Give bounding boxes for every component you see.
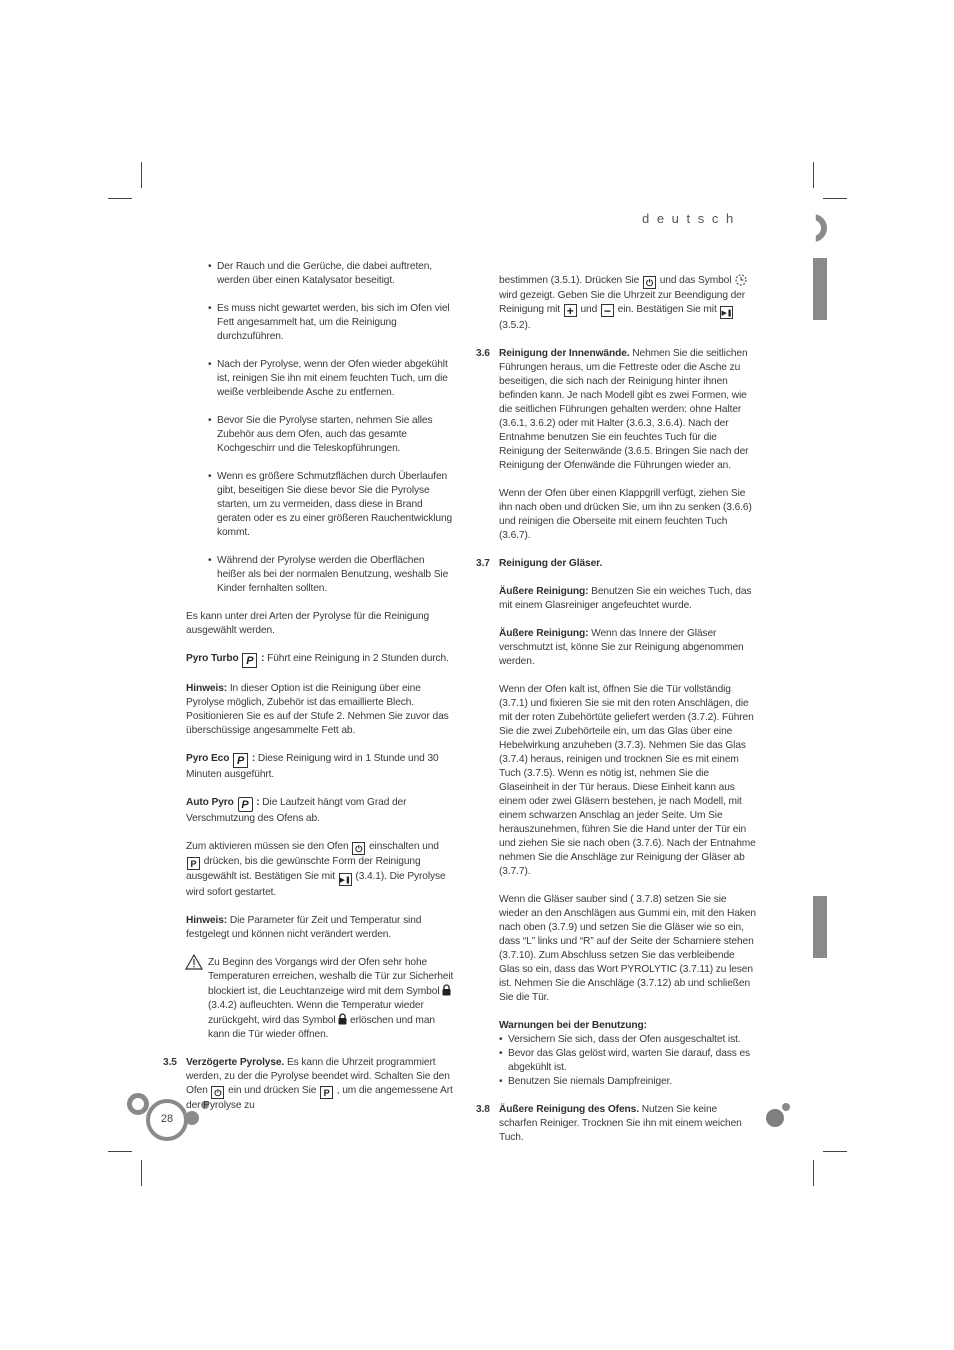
section-title: Reinigung der Gläser.: [499, 558, 603, 569]
section-number: 3.5: [163, 1057, 177, 1068]
lock-icon: [338, 1013, 347, 1025]
list-item: • Es muss nicht gewartet werden, bis sich im Ofen viel Fett angesammelt hat, um die Reinigung durchzuführen.: [208, 302, 454, 344]
bullet-list: [208, 260, 454, 596]
crop-mark: [823, 198, 847, 199]
inner-cleaning-paragraph: [499, 627, 757, 669]
pyro-turbo-label: Pyro Turbo: [186, 653, 239, 664]
pyro-eco-text: Diese Reinigung wird in 1 Stunde und 30 Minuten ausgeführt.: [186, 753, 439, 780]
section-3-5: [163, 1056, 454, 1113]
auto-pyro-text: Die Laufzeit hängt vom Grad der Verschmutzung des Ofens ab.: [186, 797, 407, 824]
section-text: ein und drücken Sie: [228, 1085, 317, 1096]
activate-text: Zum aktivieren müssen sie den Ofen: [186, 841, 349, 852]
pyro-turbo-paragraph: [186, 652, 454, 668]
list-item: • Bevor das Glas gelöst wird, warten Sie darauf, dass es abgekühlt ist.: [499, 1047, 757, 1075]
section-3-7: [476, 557, 757, 571]
separator: :: [261, 653, 265, 664]
section-text: Nehmen Sie die seitlichen Führungen heraus, um die Fettreste oder die Asche zu beseitigen, die sich nach der Reinigung hinter ihnen befinden kann. Je nach Modell gibt es zwei Formen, wie die seitlichen Führungen gehalten werden: ohne Halter (3.6.1, 3.6.2) oder mit Halter (3.6.3, 3.6.4). Nach der Entnahme benutzen Sie ein feuchtes Tuch für die Reinigung der Seitenwände (3.6.5. Bringen Sie nach der Reinigung der Ofenwände die Führungen wieder an.: [499, 348, 749, 471]
auto-pyro-paragraph: [186, 796, 454, 826]
page-number: 28: [160, 1113, 174, 1125]
decorative-circle: [127, 1093, 149, 1115]
crop-mark: [141, 1160, 142, 1186]
pyro-turbo-icon: P: [242, 653, 257, 668]
section-text: Nutzen Sie keine scharfen Reiniger. Trocknen Sie ihn mit einem weichen Tuch.: [499, 1104, 742, 1143]
plus-icon: +: [564, 304, 577, 317]
list-item: • Während der Pyrolyse werden die Oberflächen heißer als bei der normalen Benutzung, weshalb Sie Kinder fernhalten sollten.: [208, 554, 454, 596]
decorative-dot: [766, 1109, 784, 1127]
right-column: [476, 273, 757, 1159]
continuation-text: und das Symbol: [659, 275, 732, 286]
hinweis-paragraph: [186, 682, 454, 738]
auto-pyro-icon: P: [238, 797, 253, 812]
crop-mark: [813, 1160, 814, 1186]
section-tab: [813, 258, 827, 320]
outer-cleaning-paragraph: [499, 585, 757, 613]
section-3-6-paragraph: Wenn der Ofen über einen Klappgrill verfügt, ziehen Sie ihn nach oben und drücken Sie, um ihn zu senken (3.6.6) und reinigen die Oberseite mit einem feuchten Tuch (3.6.7).: [499, 488, 752, 541]
list-item: • Wenn es größere Schmutzflächen durch Überlaufen gibt, beseitigen Sie diese bevor Sie die Pyrolyse starten, um zu vermeiden, dass diese in Brand geraten oder es zu einer größeren Rauchentwicklung kommt.: [208, 470, 454, 540]
warning-text: erlöschen und man kann die Tür wieder öffnen.: [208, 1015, 435, 1040]
warnings-title: Warnungen bei der Benutzung:: [499, 1020, 647, 1031]
list-item: • Der Rauch und die Gerüche, die dabei auftreten, werden über einen Katalysator beseitigt.: [208, 260, 454, 288]
decorative-circle: [799, 214, 827, 242]
minus-icon: −: [601, 304, 614, 317]
inner-cleaning-label: Äußere Reinigung:: [499, 628, 589, 639]
pyro-eco-label: Pyro Eco: [186, 753, 230, 764]
activate-text: drücken, bis die gewünschte Form der Reinigung ausgewählt ist. Bestätigen Sie mit: [186, 856, 421, 882]
crop-mark: [813, 162, 814, 188]
section-title: Reinigung der Innenwände.: [499, 348, 630, 359]
list-item: • Benutzen Sie niemals Dampfreiniger.: [499, 1075, 757, 1089]
warning-triangle-icon: [185, 954, 203, 970]
power-icon: ⏻: [643, 276, 656, 289]
hinweis-paragraph: [186, 914, 454, 942]
continuation-paragraph: [499, 273, 757, 333]
hinweis-text: In dieser Option ist die Reinigung über eine Pyrolyse möglich, Zubehör ist das emaillierte Blech. Positionieren Sie es auf der Stufe 2. Nehmen Sie zuvor das überschüssige angesammelte Fett ab.: [186, 683, 449, 736]
outer-cleaning-text: Benutzen Sie ein weiches Tuch, das mit einem Glasreiniger angefeuchtet wurde.: [499, 586, 752, 611]
play-pause-icon: ▶❚: [720, 306, 733, 319]
crop-mark: [108, 198, 132, 199]
warnings-block: [499, 1019, 757, 1089]
pyro-eco-paragraph: [186, 752, 454, 782]
language-label: d e u t s c h: [642, 211, 736, 226]
list-item: • Bevor Sie die Pyrolyse starten, nehmen Sie alles Zubehör aus dem Ofen, auch das gesamte Kochgeschirr und die Teleskopführungen.: [208, 414, 454, 456]
pyro-eco-icon: P: [233, 753, 248, 768]
continuation-text: und: [580, 304, 598, 315]
pyro-button-icon: P: [187, 857, 200, 870]
crop-mark: [141, 162, 142, 188]
pyro-turbo-text: Führt eine Reinigung in 2 Stunden durch.: [267, 653, 449, 664]
continuation-text: bestimmen (3.5.1). Drücken Sie: [499, 275, 640, 286]
section-number: 3.8: [476, 1104, 490, 1115]
hinweis-text: Die Parameter für Zeit und Temperatur sind festgelegt und können nicht verändert werden.: [186, 915, 422, 940]
hinweis-label: Hinweis:: [186, 683, 228, 694]
section-tab: [813, 896, 827, 958]
inner-cleaning-text: Wenn das Innere der Gläser verschmutzt ist, könne Sie zur Reinigung abgenommen werden.: [499, 628, 744, 667]
warning-text: (3.4.2) aufleuchten. Wenn die Temperatur wieder zurückgeht, wird das Symbol: [208, 1000, 424, 1026]
continuation-text: ein. Bestätigen Sie mit: [617, 304, 717, 315]
activate-paragraph: [186, 840, 454, 900]
activate-text: einschalten und: [368, 841, 439, 852]
section-number: 3.6: [476, 348, 490, 359]
continuation-text: (3.5.2).: [499, 320, 531, 331]
continuation-text: wird gezeigt. Geben Sie die Uhrzeit zur Beendigung der Reinigung mit: [499, 290, 746, 315]
section-3-8: [476, 1103, 757, 1145]
outer-cleaning-label: Äußere Reinigung:: [499, 586, 589, 597]
timer-icon: [734, 273, 748, 286]
crop-mark: [823, 1151, 847, 1152]
hinweis-label: Hinweis:: [186, 915, 228, 926]
warning-text: Zu Beginn des Vorgangs wird der Ofen sehr hohe Temperaturen erreichen, weshalb die Tür zur Sicherheit blockiert ist, die Leuchtanzeige wird mit dem Symbol: [208, 957, 454, 997]
section-text: , um die angemessene Art der Pyrolyse zu: [186, 1085, 453, 1111]
separator: :: [256, 797, 260, 808]
section-number: 3.7: [476, 558, 490, 569]
decorative-dot: [782, 1103, 790, 1111]
section-title: Äußere Reinigung des Ofens.: [499, 1104, 639, 1115]
section-text: Es kann die Uhrzeit programmiert werden, zu der die Pyrolyse beendet wird. Schalten Sie den Ofen: [186, 1057, 450, 1096]
activate-text: (3.4.1). Die Pyrolyse wird sofort gestartet.: [186, 871, 446, 898]
auto-pyro-label: Auto Pyro: [186, 797, 234, 808]
list-item: • Nach der Pyrolyse, wenn der Ofen wieder abgekühlt ist, reinigen Sie ihn mit einem feuchten Tuch, um die weiße verbleibende Asche zu entfernen.: [208, 358, 454, 400]
section-3-6: [476, 347, 757, 473]
intro-paragraph: Es kann unter drei Arten der Pyrolyse für die Reinigung ausgewählt werden.: [186, 611, 430, 636]
power-icon: ⏻: [352, 842, 365, 855]
play-pause-icon: ▶❚: [339, 873, 352, 886]
power-icon: ⏻: [211, 1086, 224, 1099]
glass-refit-paragraph: Wenn die Gläser sauber sind ( 3.7.8) setzen Sie sie wieder an den Anschlägen aus Gummi ein, mit den Haken nach oben (3.7.9) und setzen Sie die Gläser wie so ein, dass “L” links und “R” auf der Seite der Scharniere stehen (3.7.10). Zum Abschluss setzen Sie das verbleibende Glas so ein, dass das Wort PYROLYTIC (3.7.11) zu lesen ist. Nehmen Sie die Anschläge (3.7.12) ab und schließen Sie die Tür.: [499, 894, 756, 1003]
glass-removal-paragraph: Wenn der Ofen kalt ist, öffnen Sie die Tür vollständig (3.7.1) und fixieren Sie sie mit den roten Anschlägen, die mit der roten Zubehörtüte geliefert werden (3.7.2). Führen Sie die zwei Zubehörteile ein, um das Glas über eine Hebelwirkung anzuheben (3.7.3). Nehmen Sie das Glas (3.7.4) heraus, reinigen und trocknen Sie es mit einem Tuch (3.7.5). Wenn es nötig ist, nehmen Sie die Glaseinheit in der Tür heraus. Diese Einheit kann aus einem oder zwei Gläsern bestehen, je nach Modell, mit einem schwarzen Anschlag an jeder Seite. Um Sie herauszunehmen, führen Sie die Hand unter der Tür ein und ziehen Sie sie nach oben (3.7.6). Nach der Entnahme nehmen Sie die Anschläge zur Reinigung der Gläser ab (3.7.7).: [499, 684, 756, 877]
section-title: Verzögerte Pyrolyse.: [186, 1057, 285, 1068]
pyro-button-icon: P: [320, 1086, 333, 1099]
separator: :: [251, 753, 256, 764]
list-item: • Versichern Sie sich, dass der Ofen ausgeschaltet ist.: [499, 1033, 757, 1047]
warning-block: [208, 956, 454, 1042]
lock-icon: [442, 984, 451, 996]
crop-mark: [108, 1151, 132, 1152]
